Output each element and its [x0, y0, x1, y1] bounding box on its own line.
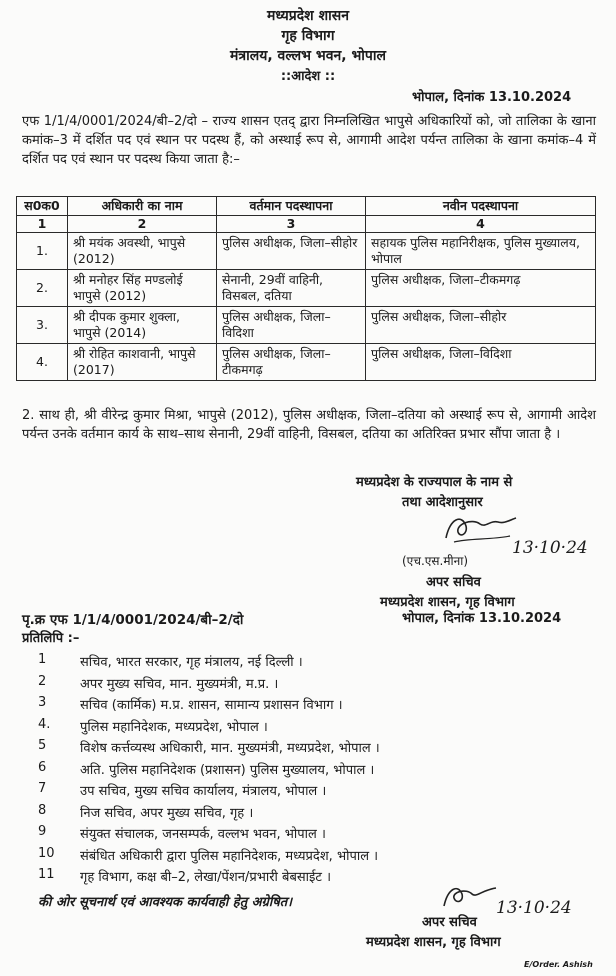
cell-current: सेनानी, 29वीं वाहिनी, विसबल, दतिया — [217, 270, 366, 307]
signatory-dept: मध्यप्रदेश शासन, गृह विभाग — [380, 595, 515, 610]
cell-current: पुलिस अधीक्षक, जिला–विदिशा — [217, 307, 366, 344]
cell-name: श्री मनोहर सिंह मण्डलोई भापुसे (2012) — [68, 270, 217, 307]
col-number: 3 — [217, 216, 366, 233]
cell-sn: 4. — [17, 344, 68, 381]
list-number: 1 — [38, 652, 47, 667]
cell-name: श्री मयंक अवस्थी, भापुसे (2012) — [68, 233, 217, 270]
order-line: तथा आदेशानुसार — [402, 495, 483, 510]
list-item — [38, 760, 598, 782]
list-item — [38, 867, 598, 889]
cell-new: पुलिस अधीक्षक, जिला–विदिशा — [366, 344, 596, 381]
list-number: 3 — [38, 695, 47, 710]
list-number: 10 — [38, 845, 55, 861]
table-row — [17, 307, 596, 344]
list-text: संबंधित अधिकारी द्वारा पुलिस महानिदेशक, मध्यप्रदेश, भोपाल । — [80, 848, 379, 864]
cell-name: श्री दीपक कुमार शुक्ला, भापुसे (2014) — [68, 307, 217, 344]
cell-current: पुलिस अधीक्षक, जिला–टीकमगढ़ — [217, 344, 366, 381]
list-item — [38, 803, 598, 825]
signatory-title: अपर सचिव — [426, 575, 481, 590]
order-date: भोपाल, दिनांक 13.10.2024 — [412, 90, 572, 105]
posting-table — [16, 196, 596, 381]
table-row — [17, 270, 596, 307]
signatory-name: (एच.एस.मीना) — [402, 554, 469, 568]
header-address: मंत्रालय, वल्लभ भवन, भोपाल — [230, 48, 386, 64]
table-header-row — [17, 197, 596, 216]
list-item — [38, 738, 598, 760]
list-number: 2 — [38, 673, 47, 689]
list-text: गृह विभाग, कक्ष बी–2, लेखा/पेंशन/प्रभारी बेबसाईट । — [80, 870, 332, 885]
table-row — [17, 233, 596, 270]
handwritten-date: 13·10·24 — [512, 538, 588, 558]
list-item — [38, 781, 598, 803]
list-number: 4. — [38, 716, 51, 732]
list-text: सचिव, भारत सरकार, गृह मंत्रालय, नई दिल्ली । — [80, 655, 303, 670]
list-number: 11 — [38, 867, 55, 882]
governor-line: मध्यप्रदेश के राज्यपाल के नाम से — [356, 475, 513, 490]
col-number: 2 — [68, 216, 217, 233]
header-govt: मध्यप्रदेश शासन — [267, 8, 349, 24]
list-text: अति. पुलिस महानिदेशक (प्रशासन) पुलिस मुख्यालय, भोपाल । — [80, 762, 375, 778]
handwritten-date: 13·10·24 — [496, 898, 572, 918]
endorsement-ref: पृ.क्र एफ 1/1/4/0001/2024/बी–2/दो — [22, 612, 244, 628]
col-number: 4 — [366, 216, 596, 233]
list-number: 7 — [38, 781, 47, 796]
list-number: 5 — [38, 738, 47, 753]
col-number: 1 — [17, 216, 68, 233]
additional-charge-paragraph: 2. साथ ही, श्री वीरेन्द्र कुमार मिश्रा, भापुसे (2012), पुलिस अधीक्षक, जिला–दतिया को अस्थाई रूप से, आगामी आदेश पर्यन्त उनके वर्तमान कार्य के साथ–साथ सेनानी, 29वीं वाहिनी, विसबल, दतिया का अतिरिक्त प्रभार सौंपा जाता है । — [22, 408, 596, 442]
table-number-row — [17, 216, 596, 233]
list-number: 9 — [38, 824, 47, 839]
list-text: सचिव (कार्मिक) म.प्र. शासन, सामान्य प्रशासन विभाग । — [80, 698, 343, 713]
signature-graphic — [440, 880, 500, 912]
list-text: पुलिस महानिदेशक, मध्यप्रदेश, भोपाल । — [80, 719, 268, 735]
intro-paragraph: एफ 1/1/4/0001/2024/बी–2/दो – राज्य शासन एतद् द्वारा निम्नलिखित भापुसे अधिकारियों को, जो तालिका के खाना कमांक–3 में दर्शित पद एवं स्थान पर पदस्थ हैं, को अस्थाई रूप से, आगामी आदेश पर्यन्त तालिका के खाना कमांक–4 में दर्शित पद एवं स्थान पर पदस्थ किया जाता है:– — [22, 114, 596, 167]
list-item — [38, 695, 598, 717]
endorsement-signatory-title: अपर सचिव — [422, 915, 477, 930]
cell-new: पुलिस अधीक्षक, जिला–सीहोर — [366, 307, 596, 344]
distribution-list — [38, 652, 598, 889]
col-header-new: नवीन पदस्थापना — [366, 197, 596, 216]
list-text: विशेष कर्त्तव्यस्थ अधिकारी, मान. मुख्यमंत्री, मध्यप्रदेश, भोपाल । — [80, 741, 380, 756]
list-item — [38, 824, 598, 846]
endorsement-signatory-dept: मध्यप्रदेश शासन, गृह विभाग — [366, 935, 501, 950]
col-header-sn: स0क0 — [17, 197, 68, 216]
list-text: संयुक्त संचालक, जनसम्पर्क, वल्लभ भवन, भोपाल । — [80, 827, 326, 842]
cell-new: पुलिस अधीक्षक, जिला–टीकमगढ़ — [366, 270, 596, 307]
copy-label: प्रतिलिपि :– — [22, 631, 80, 646]
cell-sn: 2. — [17, 270, 68, 307]
table-row — [17, 344, 596, 381]
footer-note: E/Order. Ashish — [524, 960, 593, 969]
list-number: 8 — [38, 802, 47, 818]
list-item — [38, 717, 598, 739]
cell-sn: 3. — [17, 307, 68, 344]
col-header-current: वर्तमान पदस्थापना — [217, 197, 366, 216]
list-item — [38, 674, 598, 696]
list-item — [38, 652, 598, 674]
list-item — [38, 846, 598, 868]
signature-graphic — [440, 508, 520, 548]
col-header-name: अधिकारी का नाम — [68, 197, 217, 216]
cell-current: पुलिस अधीक्षक, जिला–सीहोर — [217, 233, 366, 270]
list-text: उप सचिव, मुख्य सचिव कार्यालय, मंत्रालय, भोपाल । — [80, 784, 327, 799]
list-number: 6 — [38, 759, 47, 775]
header-order-title: ::आदेश :: — [280, 69, 336, 84]
list-text: अपर मुख्य सचिव, मान. मुख्यमंत्री, म.प्र. । — [80, 676, 279, 692]
list-text: निज सचिव, अपर मुख्य सचिव, गृह । — [80, 805, 254, 821]
signatory-date: भोपाल, दिनांक 13.10.2024 — [402, 611, 562, 626]
cell-sn: 1. — [17, 233, 68, 270]
cell-new: सहायक पुलिस महानिरीक्षक, पुलिस मुख्यालय, भोपाल — [366, 233, 596, 270]
header-department: गृह विभाग — [281, 28, 335, 44]
cell-name: श्री रोहित काशवानी, भापुसे (2017) — [68, 344, 217, 381]
closing-line: की ओर सूचनार्थ एवं आवश्यक कार्यवाही हेतु अग्रेषित। — [38, 895, 293, 910]
